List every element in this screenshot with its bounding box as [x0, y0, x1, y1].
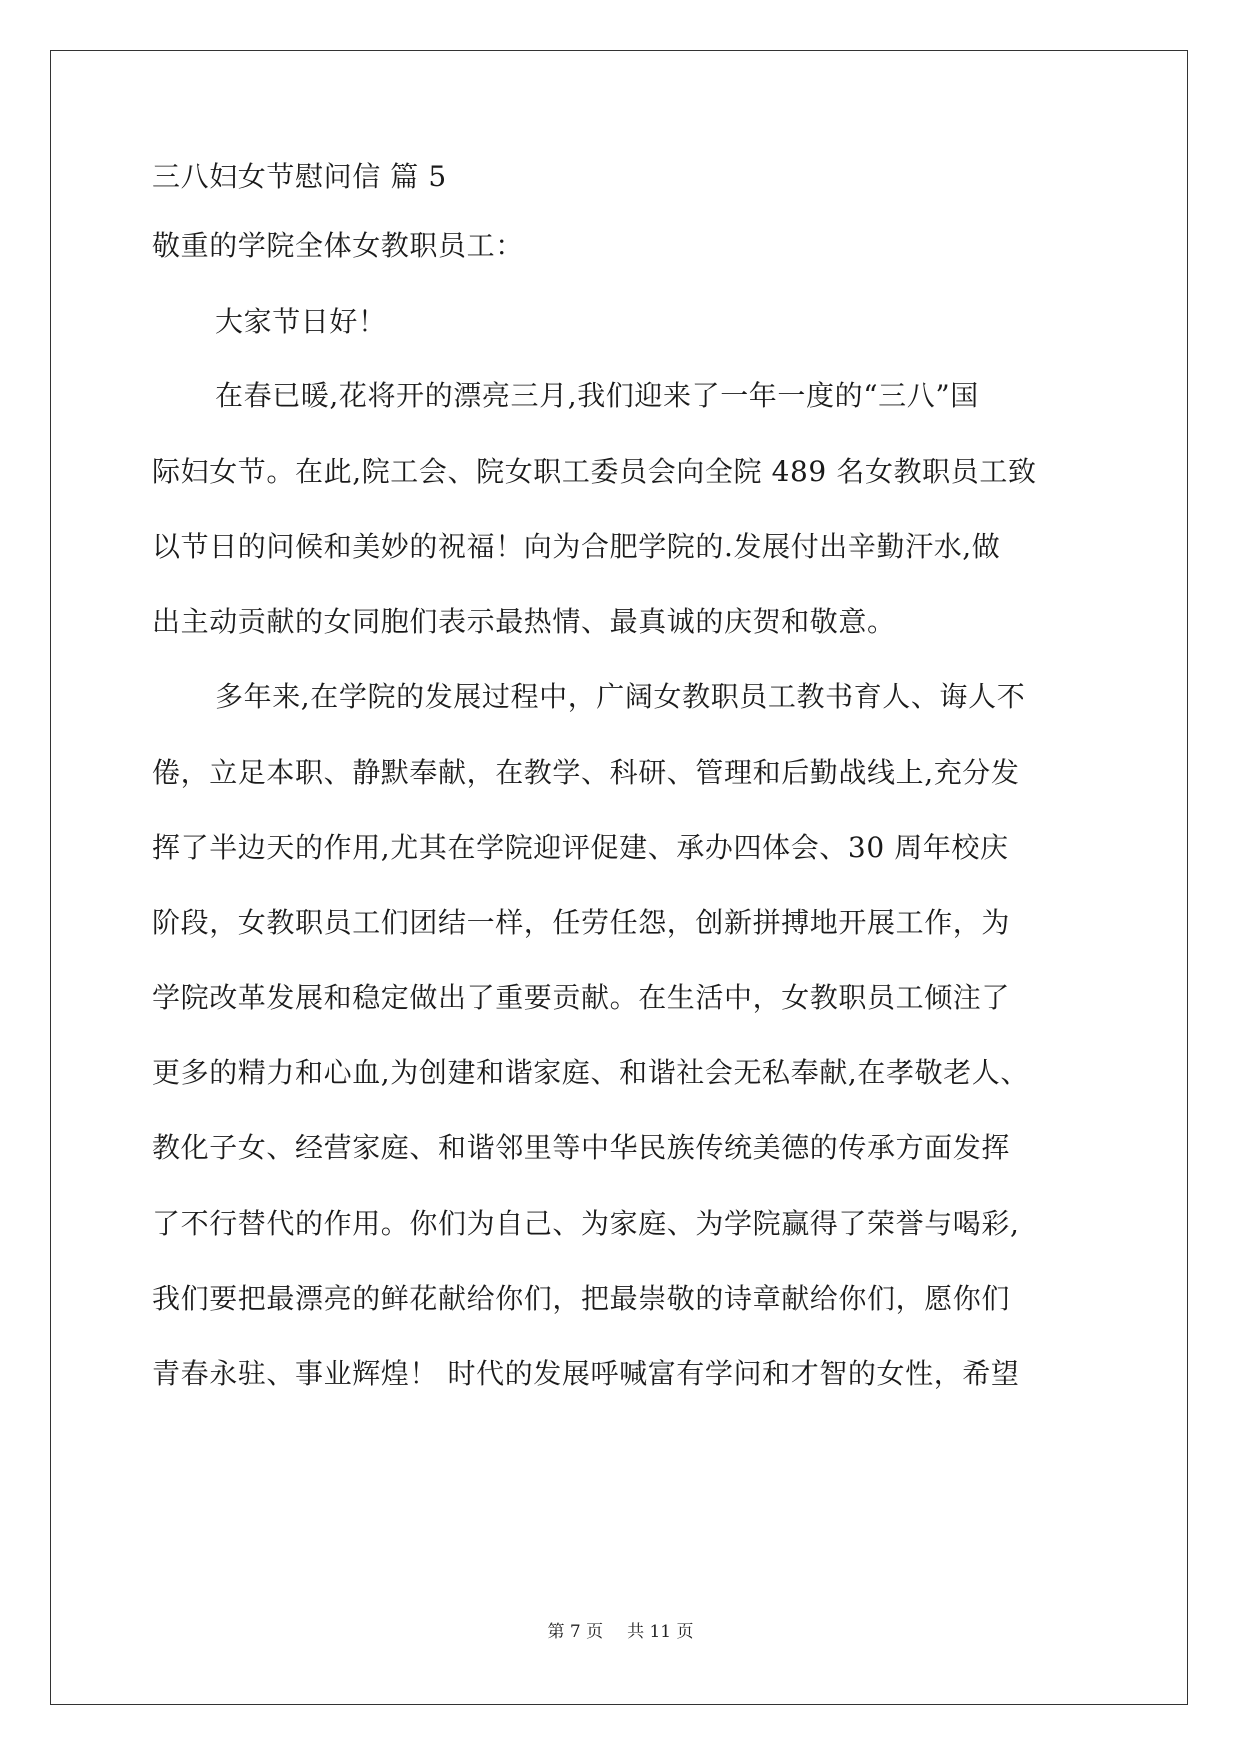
paragraph-line: 以节日的问候和美妙的祝福！向为合肥学院的.发展付出辛勤汗水,做 [152, 530, 1001, 563]
paragraph-line: 青春永驻、事业辉煌！ 时代的发展呼喊富有学问和才智的女性，希望 [152, 1357, 1020, 1390]
paragraph-line: 倦，立足本职、静默奉献，在教学、科研、管理和后勤战线上,充分发 [152, 756, 1020, 789]
paragraph-line: 阶段，女教职员工们团结一样，任劳任怨，创新拼搏地开展工作，为 [152, 906, 1011, 939]
page-total: 共 11 页 [627, 1622, 694, 1642]
paragraph-line: 了不行替代的作用。你们为自己、为家庭、为学院赢得了荣誉与喝彩, [152, 1207, 1020, 1240]
paragraph-line: 在春已暖,花将开的漂亮三月,我们迎来了一年一度的“三八”国 [215, 379, 979, 412]
page-footer [0, 1622, 1241, 1642]
paragraph-line: 际妇女节。在此,院工会、院女职工委员会向全院 489 名女教职员工致 [152, 455, 1037, 488]
paragraph-line: 学院改革发展和稳定做出了重要贡献。在生活中，女教职员工倾注了 [152, 981, 1011, 1014]
paragraph-line: 多年来,在学院的发展过程中，广阔女教职员工教书育人、诲人不 [215, 680, 1026, 713]
greeting: 大家节日好！ [215, 305, 387, 338]
salutation: 敬重的学院全体女教职员工： [152, 229, 524, 262]
paragraph-line: 挥了半边天的作用,尤其在学院迎评促建、承办四体会、30 周年校庆 [152, 831, 1009, 864]
document-title: 三八妇女节慰问信 篇 5 [152, 160, 447, 193]
paragraph-line: 出主动贡献的女同胞们表示最热情、最真诚的庆贺和敬意。 [152, 605, 896, 638]
paragraph-line: 更多的精力和心血,为创建和谐家庭、和谐社会无私奉献,在孝敬老人、 [152, 1056, 1030, 1089]
page-frame [50, 50, 1188, 1705]
paragraph-line: 我们要把最漂亮的鲜花献给你们，把最崇敬的诗章献给你们，愿你们 [152, 1282, 1011, 1315]
page-number: 第 7 页 [547, 1622, 604, 1642]
paragraph-line: 教化子女、经营家庭、和谐邻里等中华民族传统美德的传承方面发挥 [152, 1131, 1011, 1164]
